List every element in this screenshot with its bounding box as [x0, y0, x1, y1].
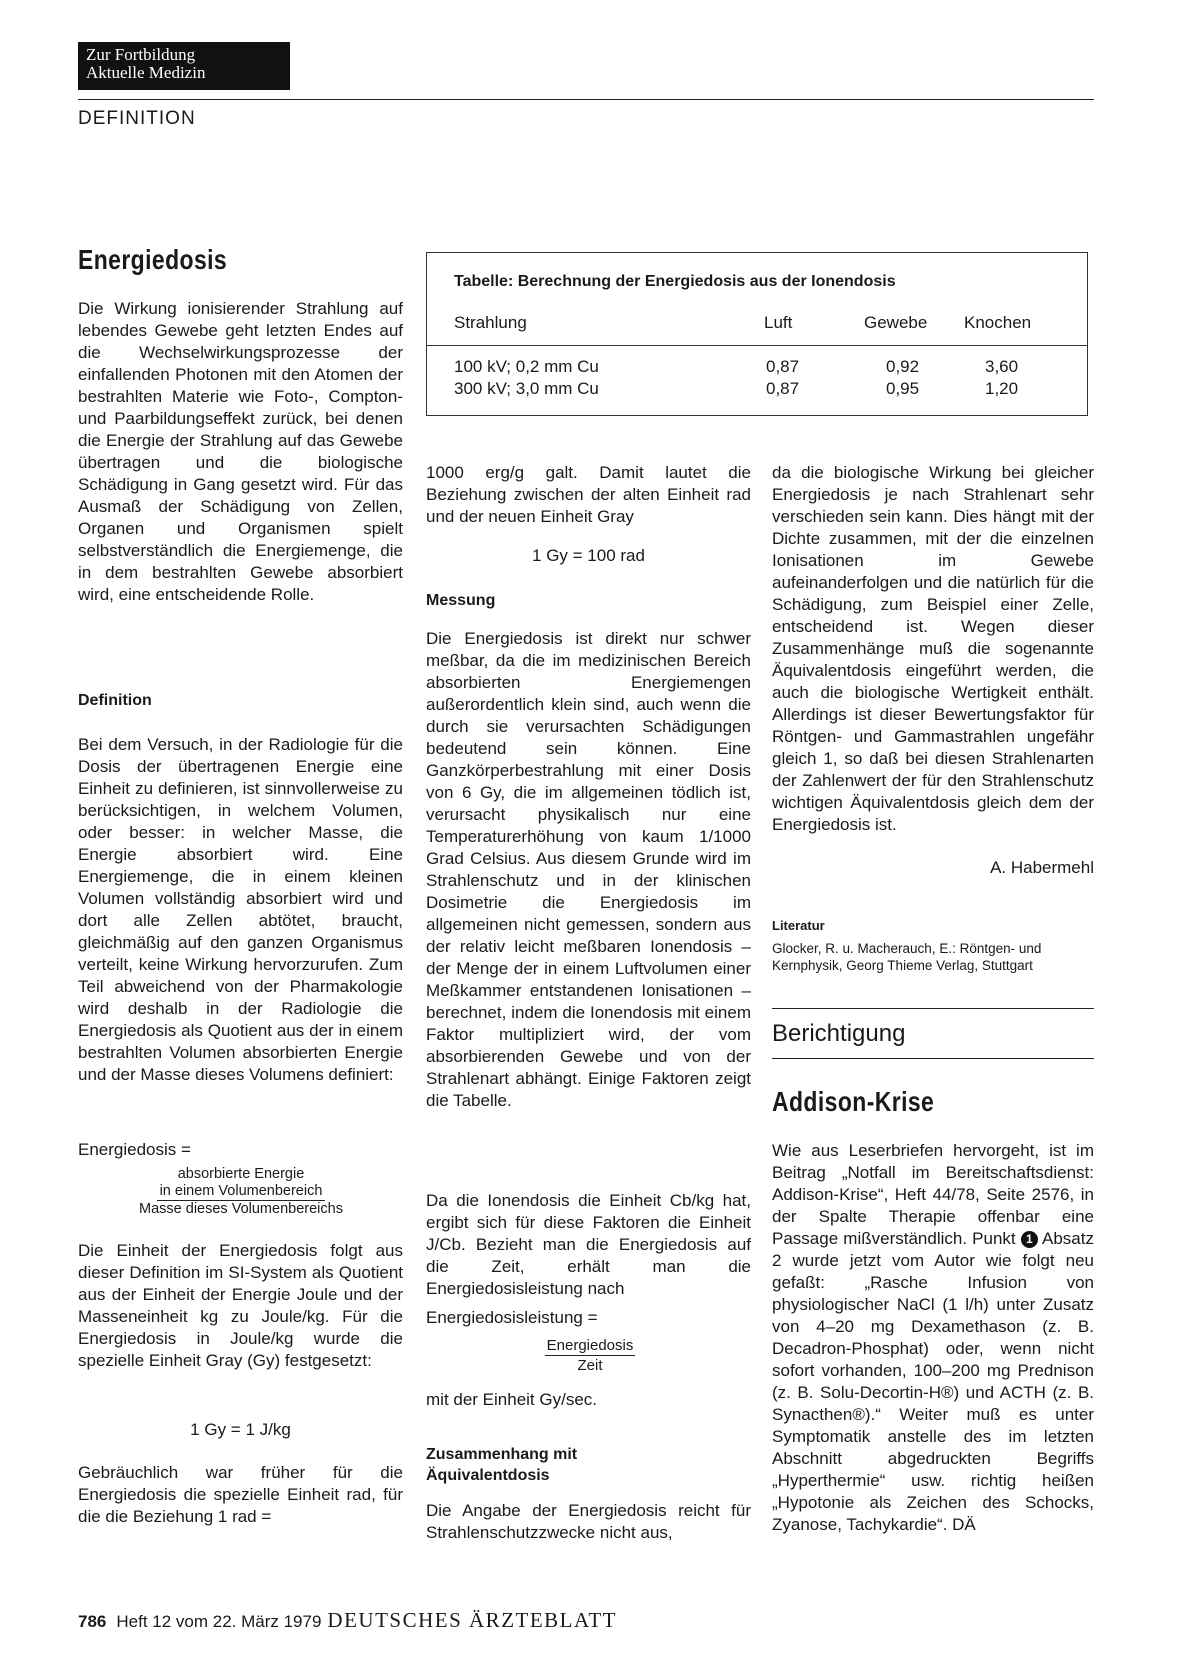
page-number: 786: [78, 1612, 107, 1631]
formula-numerator-line2: in einem Volumenbereich: [157, 1183, 326, 1201]
table-cell: 0,95: [886, 379, 920, 398]
messung-paragraph: Die Energiedosis ist direkt nur schwer meßbar, da die im medizinischen Bereich absorbierten Energiemengen außerordentlich klein sind, auch wenn die durch sie verursachten Schädigungen bedeutend sein können. Eine Ganzkörperbestrahlung mit einer Dosis von 6 Gy, die im allgemeinen tödlich ist, verursacht physikalisch nur eine Temperaturerhöhung von kaum 1/1000 Grad Celsius. Aus diesem Grunde wird im Strahlenschutz und in der klinischen Dosimetrie die Energiedosis im allgemeinen nicht gemessen, sondern aus der relativ leicht meßbaren Ionendosis – der Menge der in einem Luftvolumen einer Meßkammer entstandenen Ionisationen – berechnet, indem die Ionendosis mit einem Faktor multipliziert wird, der vom absorbierenden Gewebe und von der Strahlenart abhängt. Einige Faktoren zeigt die Tabelle.: [426, 629, 751, 1110]
formula-leistung-lhs: Energiedosisleistung =: [426, 1308, 598, 1327]
aequivalentdosis-paragraph: da die biologische Wirkung bei gleicher Energiedosis je nach Strahlenart sehr verschieden sein kann. Dies hängt mit der Dichte zusammen, mit der die einzelnen Ionisationen im Gewebe aufeinanderfolgen und die natürlich für die Schädigung, zum Beispiel einer Zelle, entscheidend ist. Wegen dieser Zusammenhänge muß die sogenannte Äquivalentdosis eingeführt werden, die auch die biologische Wertigkeit enthält. Allerdings ist dieser Bewertungsfaktor für Röntgen- und Gammastrahlen ungefähr gleich 1, so daß bei diesen Strahlenarten der Zahlenwert der für den Strahlenschutz wichtigen Äquivalentdosis gleich dem der Energiedosis ist.: [772, 463, 1094, 834]
formula-numerator-line1: absorbierte Energie: [177, 1166, 305, 1182]
zusammenhang-heading-line2: Äquivalentdosis: [426, 1467, 550, 1484]
zusammenhang-paragraph: Die Angabe der Energiedosis reicht für Strahlenschutzzwecke nicht aus,: [426, 1501, 751, 1542]
unit-paragraph: Die Einheit der Energiedosis folgt aus dieser Definition im SI-System als Quotient aus der Einheit der Energie Joule und der Masseneinheit kg zu Joule/kg. Für die Energiedosis in Joule/kg wurde die spezielle Einheit Gray (Gy) festgesetzt:: [78, 1241, 403, 1370]
table-caption: Tabelle: Berechnung der Energiedosis aus der Ionendosis: [454, 273, 896, 290]
literatur-heading: Literatur: [772, 918, 825, 933]
formula-energiedosis-lhs: Energiedosis =: [78, 1140, 191, 1159]
point-number-badge: 1: [1021, 1231, 1038, 1248]
author: A. Habermehl: [990, 858, 1094, 877]
table-header-gewebe: Gewebe: [864, 313, 928, 332]
intro-paragraph: Die Wirkung ionisierender Strahlung auf lebendes Gewebe geht letzten Endes auf die Wechselwirkungsprozesse der einfallenden Photonen mit den Atomen der bestrahlten Materie wie Foto-, Compton- und Paarbildungseffekt zurück, bei denen die Energie der Strahlung auf das Gewebe übertragen und die biologische Schädigung in Gang gesetzt wird. Für das Ausmaß der Schädigung von Zellen, Organen und Organismen spielt selbstverständlich die Energiemenge, die in dem bestrahlten Gewebe absorbiert wird, eine entscheidende Rolle.: [78, 299, 403, 604]
literatur-reference: Glocker, R. u. Macherauch, E.: Röntgen- und Kernphysik, Georg Thieme Verlag, Stuttgart: [772, 940, 1042, 973]
formula-leistung-unit: mit der Einheit Gy/sec.: [426, 1390, 598, 1409]
issue-info: Heft 12 vom 22. März 1979: [116, 1612, 322, 1631]
definition-heading: Definition: [78, 692, 152, 709]
conversion-table: [426, 252, 1088, 416]
journal-name: DEUTSCHES ÄRZTEBLATT: [327, 1608, 617, 1632]
table-cell: 100 kV; 0,2 mm Cu: [454, 357, 599, 376]
definition-paragraph: Bei dem Versuch, in der Radiologie für die Dosis der übertragenen Energie eine Einheit zu definieren, ist sinnvollerweise zu berücksichtigen, in welchem Volumen, oder besser: in welcher Masse, die Energie absorbiert wird. Eine Energiemenge, die in einem kleinen Volumen vollständig absorbiert wird und dort alle Zellen abtötet, braucht, gleichmäßig auf den ganzen Organismus verteilt, keine Wirkung hervorzurufen. Zum Teil abweichend von der Pharmakologie wird deshalb in der Radiologie die Energiedosis als Quotient aus der in einem bestrahlten Volumen absorbierten Energie und der Masse dieses Volumens definiert:: [78, 735, 403, 1084]
formula-leistung-denominator: Zeit: [577, 1357, 603, 1374]
header-rule: [78, 99, 1094, 100]
formula-gy-jkg: 1 Gy = 1 J/kg: [190, 1420, 291, 1439]
series-label-box: [78, 42, 290, 90]
table-cell: 0,87: [766, 357, 800, 376]
series-label-line1: Zur Fortbildung: [86, 45, 196, 64]
correction-title: Addison-Krise: [772, 1086, 935, 1117]
table-cell: 300 kV; 3,0 mm Cu: [454, 379, 599, 398]
zusammenhang-heading-line1: Zusammenhang mit: [426, 1446, 578, 1463]
table-header-luft: Luft: [764, 313, 793, 332]
rad-continuation-paragraph: 1000 erg/g galt. Damit lautet die Beziehung zwischen der alten Einheit rad und der neuen Einheit Gray: [426, 463, 751, 526]
ionendosis-paragraph: Da die Ionendosis die Einheit Cb/kg hat, ergibt sich für diese Faktoren die Einheit J/Cb. Bezieht man die Energiedosis auf die Zeit, erhält man die Energiedosisleistung nach: [426, 1191, 751, 1298]
table-header-strahlung: Strahlung: [454, 313, 527, 332]
formula-leistung-numerator: Energiedosis: [546, 1337, 634, 1354]
formula-denominator: Masse dieses Volumenbereichs: [139, 1201, 343, 1217]
rad-paragraph: Gebräuchlich war früher für die Energiedosis die spezielle Einheit rad, für die die Beziehung 1 rad =: [78, 1463, 403, 1526]
series-label-line2: Aktuelle Medizin: [86, 63, 206, 82]
table-cell: 3,60: [985, 357, 1019, 376]
section-label: DEFINITION: [78, 108, 196, 129]
correction-paragraph: [772, 1140, 1094, 1536]
correction-top-rule: [772, 1008, 1094, 1009]
table-divider: [427, 345, 1087, 346]
formula-leistung-fraction: [520, 1336, 660, 1375]
table-cell: 0,92: [886, 357, 920, 376]
table-header-knochen: Knochen: [964, 313, 1032, 332]
page-footer: [78, 1608, 617, 1633]
correction-text-after: Absatz 2 wurde jetzt vom Autor wie folgt neu gefaßt: „Rasche Infusion von physiologischer NaCl (1 l/h) unter Zusatz von 4–20 mg Dexamethason (z. B. Decadron-Phosphat) oder, wenn nicht sofort vorhanden, 100–200 mg Prednison (z. B. Solu-Decortin-H®) und ACTH (z. B. Synacthen®).“ Weiter muß es unter Symptomatik anstelle des im letzten Abschnitt abgedruckten Begriffs „Hyperthermie“ usw. richtig heißen „Hypotonie als Zeichen des Schocks, Zyanose, Tachykardie“. DÄ: [772, 1229, 1094, 1534]
formula-gy-rad: 1 Gy = 100 rad: [532, 546, 645, 565]
table-cell: 1,20: [985, 379, 1019, 398]
zusammenhang-heading: [426, 1444, 751, 1486]
table-cell: 0,87: [766, 379, 800, 398]
correction-section-label: Berichtigung: [772, 1020, 906, 1047]
article-title: Energiedosis: [78, 244, 228, 275]
correction-text-before: Wie aus Leserbriefen hervorgeht, ist im Beitrag „Notfall im Bereitschaftsdienst: Addison-Krise“, Heft 44/78, Seite 2576, in der Spalte Therapie offenbar eine Passage mißverständlich. Punkt: [772, 1141, 1094, 1248]
correction-bottom-rule: [772, 1058, 1094, 1059]
formula-energiedosis-fraction: [110, 1166, 372, 1218]
messung-heading: Messung: [426, 592, 496, 609]
